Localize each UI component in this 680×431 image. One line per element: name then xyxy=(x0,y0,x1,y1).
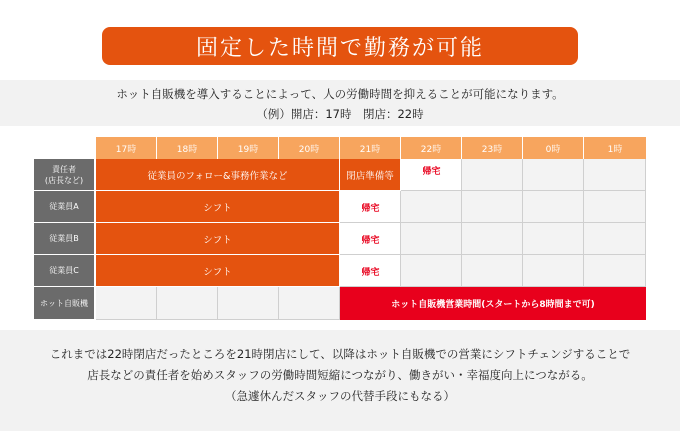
shift-bar-staff-c: シフト xyxy=(96,255,340,287)
go-home-label: 帰宅 xyxy=(361,267,380,278)
grid-cell xyxy=(401,191,462,223)
grid-cell xyxy=(218,287,279,320)
grid-cell xyxy=(523,159,584,191)
grid-cell xyxy=(96,287,157,320)
grid-cell xyxy=(462,255,523,287)
grid-cell xyxy=(157,287,218,320)
hour-header: 20時 xyxy=(279,137,340,159)
hour-header: 21時 xyxy=(340,137,401,159)
grid-cell xyxy=(279,287,340,320)
outro-line-3: （急遽休んだスタッフの代替手段にもなる） xyxy=(225,389,455,403)
shift-bar-manager: 従業員のフォロー&事務作業など xyxy=(96,159,340,191)
grid-cell xyxy=(462,191,523,223)
shift-bar-staff-a: シフト xyxy=(96,191,340,223)
row-label-vending-machine: ホット自販機 xyxy=(34,287,94,320)
shift-bar-staff-b: シフト xyxy=(96,223,340,255)
row-label-staff-a: 従業員A xyxy=(34,191,94,223)
hour-header: 23時 xyxy=(462,137,523,159)
grid-cell xyxy=(401,255,462,287)
grid-cell xyxy=(584,191,646,223)
hour-header: 1時 xyxy=(584,137,646,159)
grid-cell xyxy=(584,255,646,287)
outro-text xyxy=(0,330,680,431)
intro-line-2: （例）開店：17時 閉店：22時 xyxy=(256,107,424,121)
hour-header: 0時 xyxy=(523,137,584,159)
outro-line-2: 店長などの責任者を始めスタッフの労働時間短縮につながり、働きがい・幸福度向上につながる。 xyxy=(87,368,593,382)
page-title: 固定した時間で勤務が可能 xyxy=(102,27,578,65)
vending-machine-hours-bar: ホット自販機営業時間(スタートから8時間まで可) xyxy=(340,287,646,320)
hour-header: 17時 xyxy=(96,137,157,159)
go-home-label: 帰宅 xyxy=(361,235,380,246)
outro-line-1: これまでは22時閉店だったところを21時閉店にして、以降はホット自販機での営業にシフトチェンジすることで xyxy=(49,347,631,361)
row-label-staff-c: 従業員C xyxy=(34,255,94,287)
grid-cell xyxy=(584,159,646,191)
grid-cell xyxy=(523,191,584,223)
grid-cell xyxy=(523,223,584,255)
hour-header: 22時 xyxy=(401,137,462,159)
row-label-line: 責任者 xyxy=(52,164,76,174)
row-label-manager xyxy=(34,159,94,191)
hour-header: 18時 xyxy=(157,137,218,159)
go-home-label: 帰宅 xyxy=(361,203,380,214)
grid-cell xyxy=(523,255,584,287)
intro-text xyxy=(0,80,680,126)
hour-header: 19時 xyxy=(218,137,279,159)
grid-cell xyxy=(462,159,523,191)
intro-line-1: ホット自販機を導入することによって、人の労働時間を抑えることが可能になります。 xyxy=(116,87,564,101)
schedule-grid xyxy=(34,137,646,320)
row-label-line: (店長など) xyxy=(44,175,84,185)
grid-cell xyxy=(462,223,523,255)
schedule-area xyxy=(0,126,680,330)
grid-cell xyxy=(401,223,462,255)
closing-prep-bar: 閉店準備等 xyxy=(340,159,401,191)
row-label-staff-b: 従業員B xyxy=(34,223,94,255)
grid-cell xyxy=(584,223,646,255)
go-home-label: 帰宅 xyxy=(422,166,441,177)
